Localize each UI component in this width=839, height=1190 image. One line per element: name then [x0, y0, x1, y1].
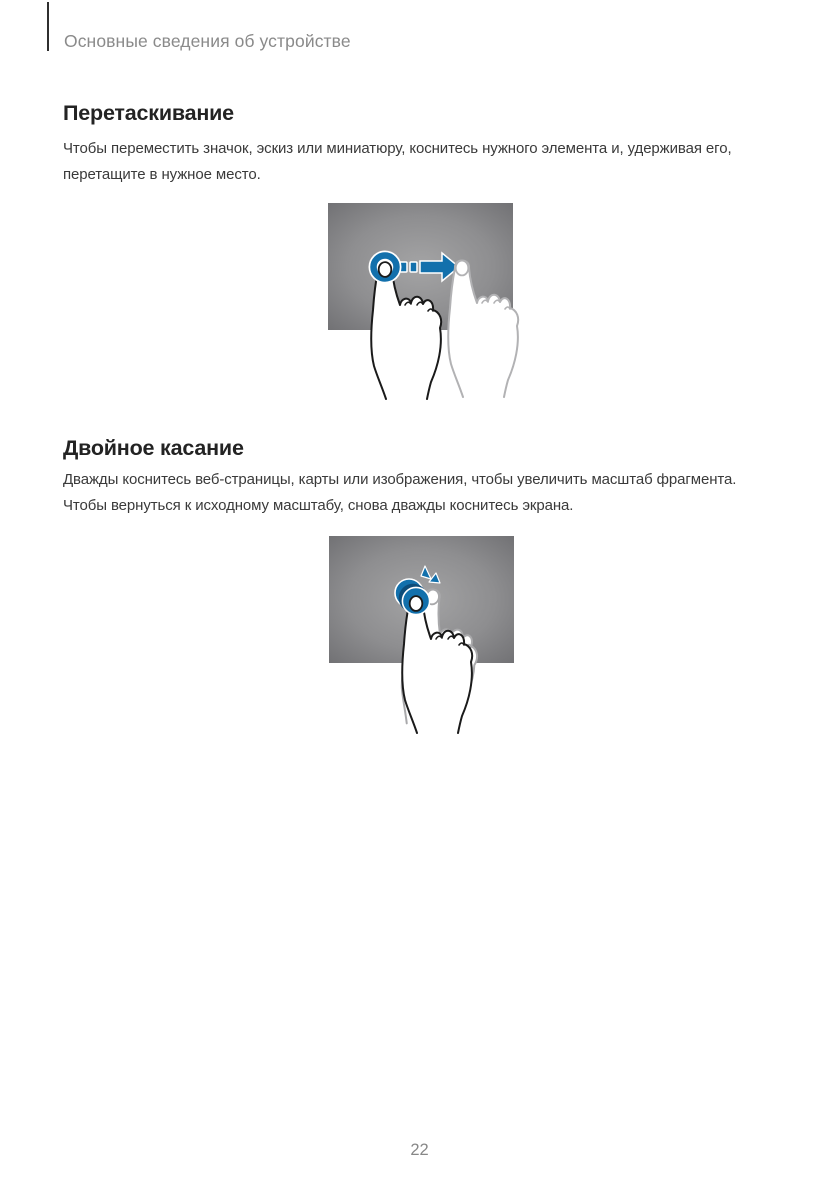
chapter-title: Основные сведения об устройстве — [64, 31, 351, 51]
section-heading-doubletap: Двойное касание — [63, 436, 244, 460]
paragraph-line: Чтобы вернуться к исходному масштабу, снова дважды коснитесь экрана. — [63, 497, 574, 514]
section-heading-drag: Перетаскивание — [63, 101, 234, 125]
touch-ring-icon — [369, 251, 402, 284]
drag-gesture-illustration — [328, 203, 528, 403]
fingertip-nail — [410, 596, 423, 611]
page-number: 22 — [410, 1141, 429, 1159]
paragraph-line: Чтобы переместить значок, эскиз или миниатюру, коснитесь нужного элемента и, удерживая его, — [63, 140, 732, 157]
paragraph-line: перетащите в нужное место. — [63, 166, 261, 183]
chapter-rule — [47, 2, 49, 51]
double-tap-illustration — [329, 536, 529, 748]
paragraph-line: Дважды коснитесь веб-страницы, карты или изображения, чтобы увеличить масштаб фрагмента. — [63, 471, 737, 488]
